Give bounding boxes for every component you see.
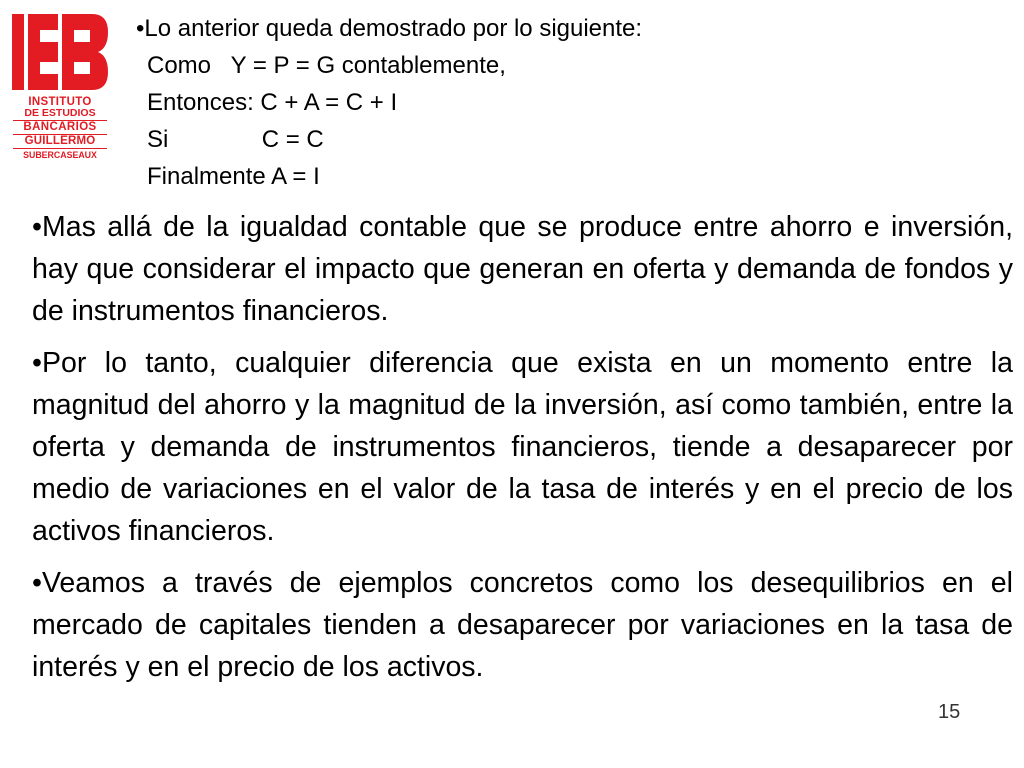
logo-divider (13, 148, 107, 149)
demonstration-intro: •Lo anterior queda demostrado por lo siguiente: (136, 15, 643, 42)
logo-line-3: BANCARIOS (23, 121, 97, 133)
logo-line-2: DE ESTUDIOS (24, 107, 96, 119)
paragraph-differences: •Por lo tanto, cualquier diferencia que exista en un momento entre la magnitud del ahorro y la magnitud de la inversión, así como también, entre la oferta y demanda de instrumentos financieros, tiende a desaparecer por medio de variaciones en el valor de la tasa de interés y en el precio de los activos financieros. (32, 347, 1013, 547)
logo-line-4: GUILLERMO (24, 135, 96, 147)
logo-line-5: SUBERCASEAUX (23, 150, 97, 160)
paragraph-savings-investment: •Mas allá de la igualdad contable que se produce entre ahorro e inversión, hay que considerar el impacto que generan en oferta y demanda de fondos y de instrumentos financieros. (32, 211, 1013, 327)
logo-text (10, 97, 110, 161)
slide-number: 15 (938, 701, 961, 723)
slide-body (32, 206, 1013, 698)
logo-mark-icon (10, 12, 110, 92)
institute-logo (10, 12, 110, 162)
demonstration-block (136, 10, 642, 195)
equation-line-4: Finalmente A = I (147, 163, 320, 190)
equation-line-1: Como Y = P = G contablemente, (147, 52, 506, 79)
paragraph-examples: •Veamos a través de ejemplos concretos como los desequilibrios en el mercado de capitales tienden a desaparecer por variaciones en la tasa de interés y en el precio de los activos. (32, 567, 1013, 683)
equation-line-3: Si C = C (147, 126, 324, 153)
logo-line-1: INSTITUTO (28, 96, 92, 108)
equation-line-2: Entonces: C + A = C + I (147, 89, 398, 116)
